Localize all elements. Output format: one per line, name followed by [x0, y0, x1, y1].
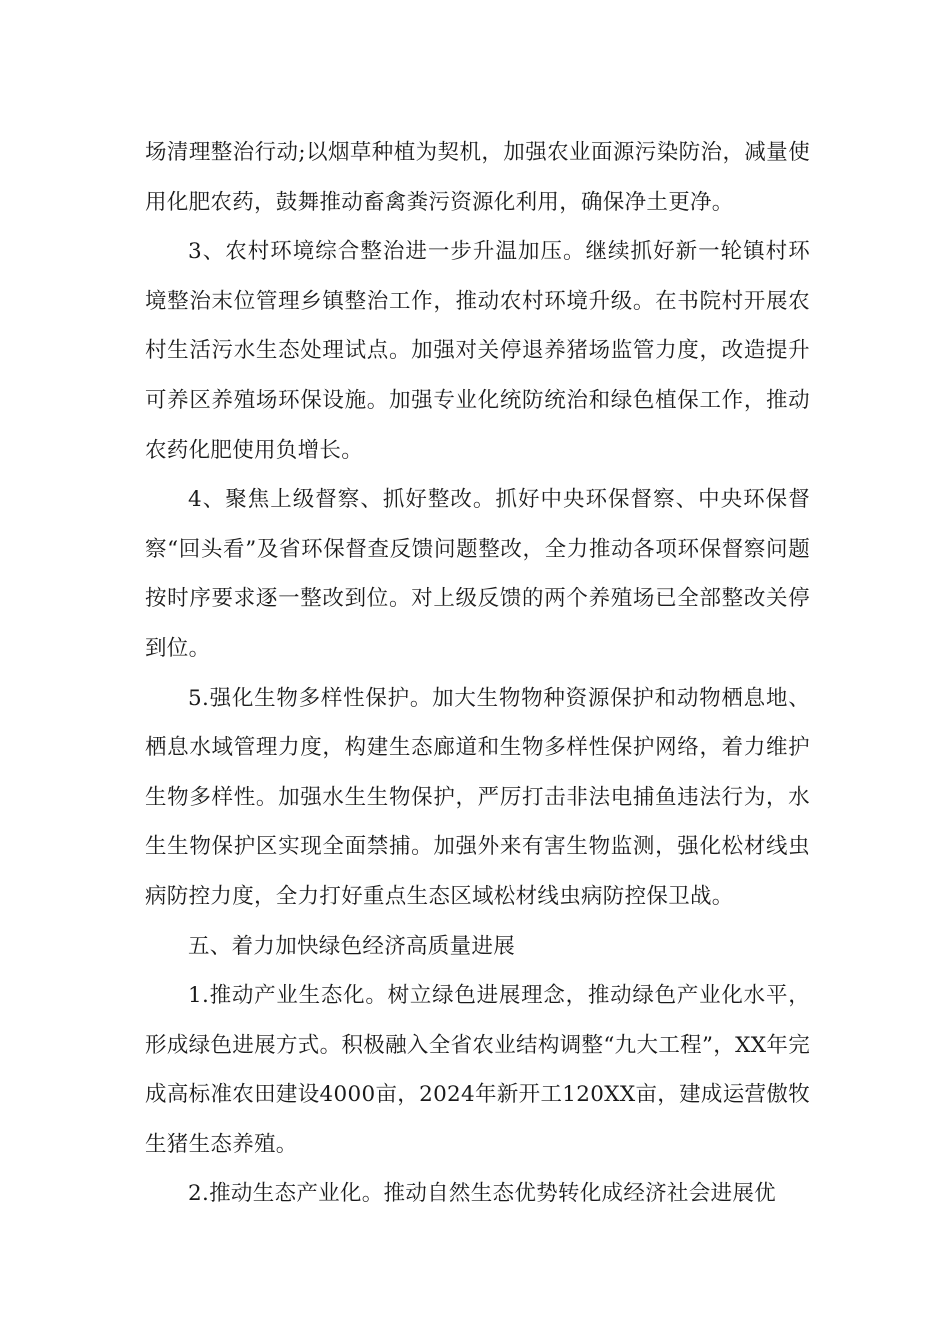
paragraph-item-4: 4、聚焦上级督察、抓好整改。抓好中央环保督察、中央环保督察“回头看”及省环保督查反馈问题整改，全力推动各项环保督察问题按时序要求逐一整改到位。对上级反馈的两个养殖场已全部整改关停到位。	[145, 487, 810, 661]
paragraph-item-5: 5.强化生物多样性保护。加大生物物种资源保护和动物栖息地、栖息水域管理力度，构建生态廊道和生物多样性保护网络，着力维护生物多样性。加强水生生物保护，严厉打击非法电捕鱼违法行为，水生生物保护区实现全面禁捕。加强外来有害生物监测，强化松材线虫病防控力度，全力打好重点生态区域松材线虫病防控保卫战。	[145, 685, 810, 909]
paragraph-continuation: 场清理整治行动;以烟草种植为契机，加强农业面源污染防治，减量使用化肥农药，鼓舞推动畜禽粪污资源化利用，确保净土更净。	[145, 140, 810, 215]
paragraph-item-5-1: 1.推动产业生态化。树立绿色进展理念，推动绿色产业化水平，形成绿色进展方式。积极融入全省农业结构调整“九大工程”，XX年完成高标准农田建设4000亩，2024年新开工120XX亩，建成运营傲牧生猪生态养殖。	[145, 983, 810, 1157]
document-body	[145, 128, 810, 1219]
paragraph-item-5-2: 2.推动生态产业化。推动自然生态优势转化成经济社会进展优	[188, 1181, 776, 1207]
section-heading: 五、着力加快绿色经济高质量进展	[188, 933, 516, 959]
paragraph-item-3: 3、农村环境综合整治进一步升温加压。继续抓好新一轮镇村环境整治末位管理乡镇整治工作，推动农村环境升级。在书院村开展农村生活污水生态处理试点。加强对关停退养猪场监管力度，改造提升可养区养殖场环保设施。加强专业化统防统治和绿色植保工作，推动农药化肥使用负增长。	[145, 239, 810, 463]
